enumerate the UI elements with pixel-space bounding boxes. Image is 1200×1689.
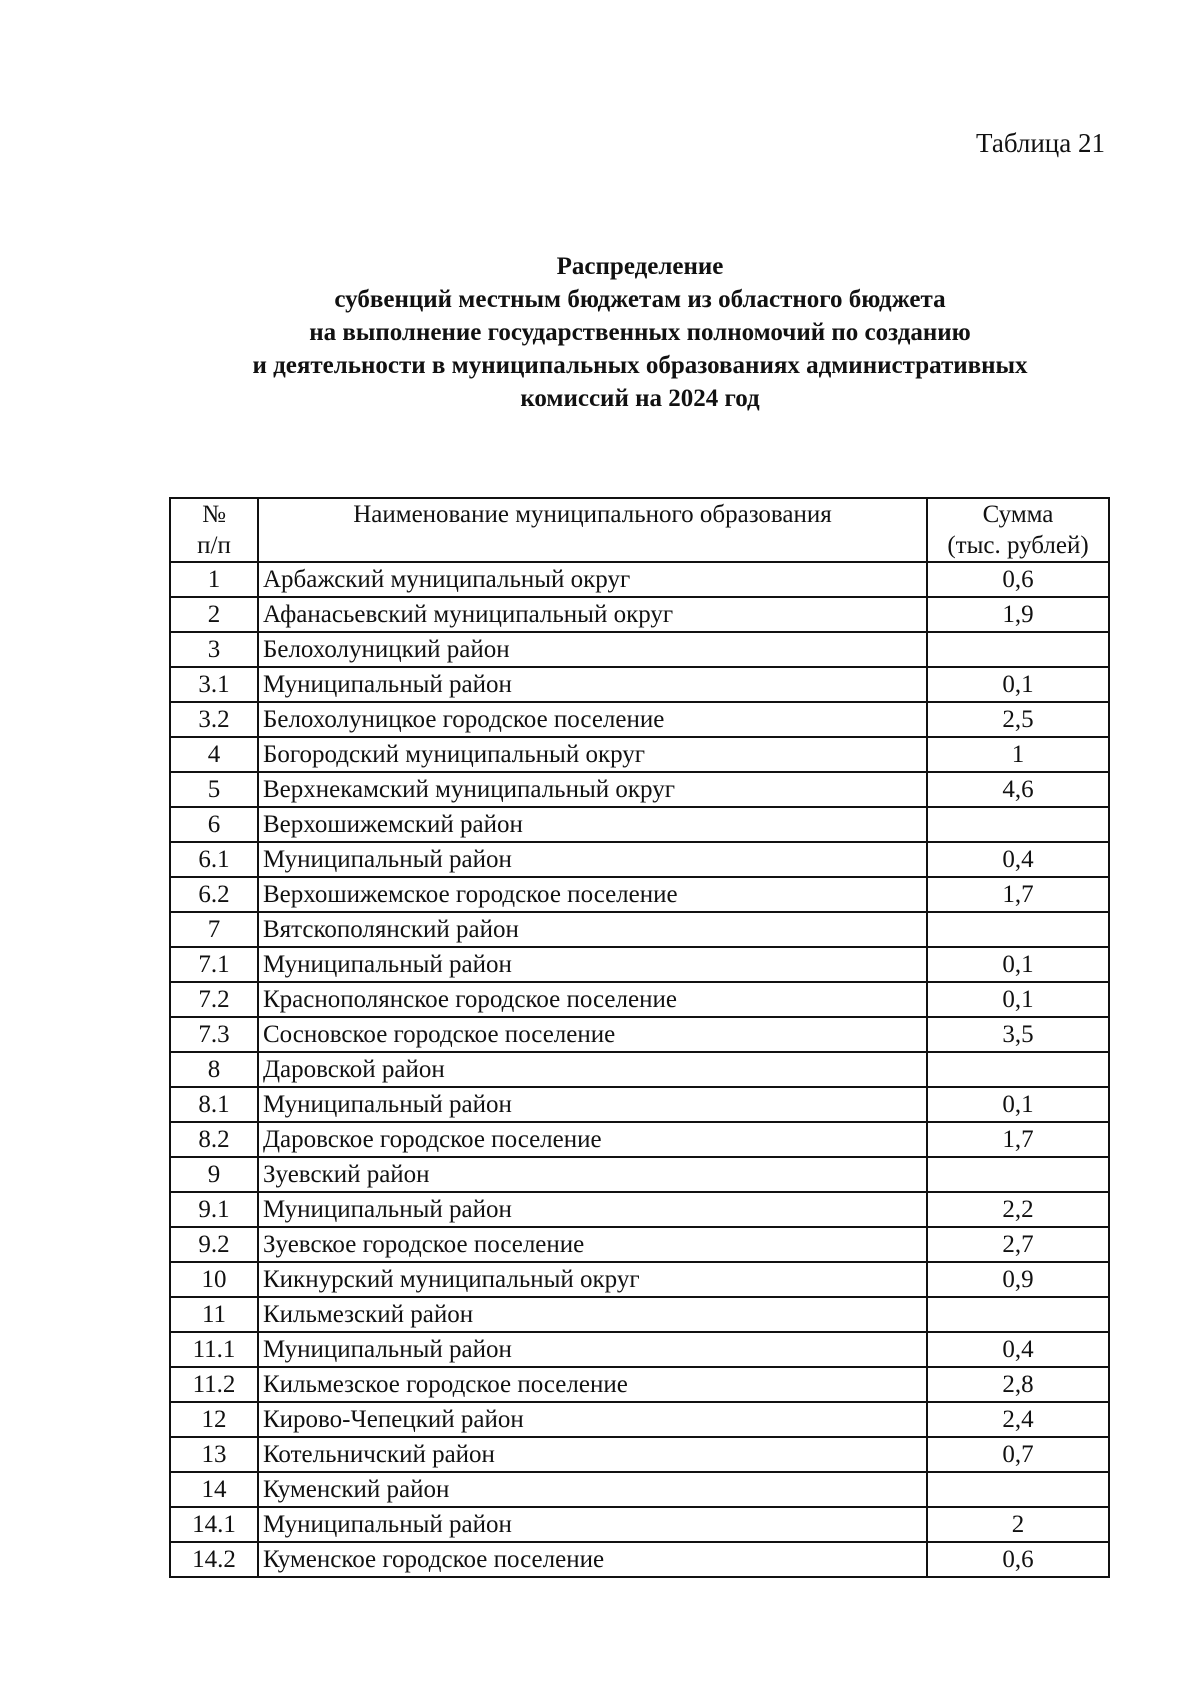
row-sum-cell xyxy=(927,807,1109,842)
title-line: комиссий на 2024 год xyxy=(520,385,760,412)
row-name-cell: Белохолуницкое городское поселение xyxy=(258,702,927,737)
row-number-cell: 7.1 xyxy=(170,947,258,982)
table-row xyxy=(170,842,1109,877)
row-number-cell: 12 xyxy=(170,1402,258,1437)
row-sum-cell: 0,6 xyxy=(927,562,1109,597)
table-row xyxy=(170,1437,1109,1472)
row-sum-cell: 2,5 xyxy=(927,702,1109,737)
table-row xyxy=(170,1157,1109,1192)
table-row xyxy=(170,912,1109,947)
row-number-cell: 14 xyxy=(170,1472,258,1507)
row-sum-cell: 2,4 xyxy=(927,1402,1109,1437)
table-row xyxy=(170,1472,1109,1507)
table-row xyxy=(170,1227,1109,1262)
row-name-cell: Муниципальный район xyxy=(258,1087,927,1122)
table-row xyxy=(170,597,1109,632)
row-name-cell: Вятскополянский район xyxy=(258,912,927,947)
row-sum-cell: 1 xyxy=(927,737,1109,772)
row-sum-cell: 0,1 xyxy=(927,667,1109,702)
document-title xyxy=(190,250,1090,415)
row-name-cell: Муниципальный район xyxy=(258,667,927,702)
row-name-cell: Верхошижемское городское поселение xyxy=(258,877,927,912)
title-line: на выполнение государственных полномочий по созданию xyxy=(309,319,971,346)
row-sum-cell: 1,7 xyxy=(927,877,1109,912)
header-sum-line1: Сумма xyxy=(982,501,1054,528)
header-name xyxy=(258,498,927,562)
table-row xyxy=(170,772,1109,807)
row-name-cell: Муниципальный район xyxy=(258,1192,927,1227)
header-number xyxy=(170,498,258,562)
row-number-cell: 2 xyxy=(170,597,258,632)
row-number-cell: 3.2 xyxy=(170,702,258,737)
table-row xyxy=(170,1542,1109,1577)
row-sum-cell xyxy=(927,1297,1109,1332)
table-row xyxy=(170,562,1109,597)
row-sum-cell: 2 xyxy=(927,1507,1109,1542)
row-sum-cell: 0,1 xyxy=(927,947,1109,982)
row-number-cell: 11 xyxy=(170,1297,258,1332)
row-sum-cell: 1,7 xyxy=(927,1122,1109,1157)
row-number-cell: 7.3 xyxy=(170,1017,258,1052)
header-sum-line2: (тыс. рублей) xyxy=(947,532,1089,559)
table-row xyxy=(170,1402,1109,1437)
row-name-cell: Куменский район xyxy=(258,1472,927,1507)
header-sum xyxy=(927,498,1109,562)
row-number-cell: 5 xyxy=(170,772,258,807)
row-number-cell: 9.1 xyxy=(170,1192,258,1227)
header-number-line2: п/п xyxy=(197,532,231,559)
table-row xyxy=(170,1087,1109,1122)
row-sum-cell: 0,7 xyxy=(927,1437,1109,1472)
row-sum-cell: 2,2 xyxy=(927,1192,1109,1227)
row-sum-cell: 3,5 xyxy=(927,1017,1109,1052)
row-sum-cell xyxy=(927,912,1109,947)
table-header-row xyxy=(170,498,1109,562)
row-sum-cell xyxy=(927,1052,1109,1087)
row-number-cell: 14.1 xyxy=(170,1507,258,1542)
row-number-cell: 4 xyxy=(170,737,258,772)
row-sum-cell xyxy=(927,1157,1109,1192)
table-row xyxy=(170,807,1109,842)
row-name-cell: Котельничский район xyxy=(258,1437,927,1472)
row-number-cell: 14.2 xyxy=(170,1542,258,1577)
table-row xyxy=(170,632,1109,667)
title-line: и деятельности в муниципальных образованиях административных xyxy=(252,352,1028,379)
row-name-cell: Даровское городское поселение xyxy=(258,1122,927,1157)
row-name-cell: Муниципальный район xyxy=(258,947,927,982)
row-sum-cell: 0,9 xyxy=(927,1262,1109,1297)
table-row xyxy=(170,667,1109,702)
table-row xyxy=(170,1367,1109,1402)
row-number-cell: 8.2 xyxy=(170,1122,258,1157)
row-sum-cell: 0,6 xyxy=(927,1542,1109,1577)
row-number-cell: 13 xyxy=(170,1437,258,1472)
row-sum-cell: 2,7 xyxy=(927,1227,1109,1262)
row-name-cell: Афанасьевский муниципальный округ xyxy=(258,597,927,632)
title-line: субвенций местным бюджетам из областного бюджета xyxy=(334,286,946,313)
header-number-line1: № xyxy=(202,501,226,528)
row-number-cell: 10 xyxy=(170,1262,258,1297)
row-sum-cell: 4,6 xyxy=(927,772,1109,807)
row-name-cell: Зуевское городское поселение xyxy=(258,1227,927,1262)
row-sum-cell: 0,4 xyxy=(927,1332,1109,1367)
row-name-cell: Муниципальный район xyxy=(258,842,927,877)
row-number-cell: 8.1 xyxy=(170,1087,258,1122)
row-number-cell: 11.1 xyxy=(170,1332,258,1367)
table-row xyxy=(170,1192,1109,1227)
row-number-cell: 9 xyxy=(170,1157,258,1192)
table-row xyxy=(170,1297,1109,1332)
row-number-cell: 3.1 xyxy=(170,667,258,702)
table-row xyxy=(170,1017,1109,1052)
row-sum-cell xyxy=(927,632,1109,667)
row-number-cell: 6.1 xyxy=(170,842,258,877)
table-row xyxy=(170,982,1109,1017)
row-name-cell: Кикнурский муниципальный округ xyxy=(258,1262,927,1297)
row-sum-cell: 1,9 xyxy=(927,597,1109,632)
row-name-cell: Муниципальный район xyxy=(258,1332,927,1367)
row-name-cell: Краснополянское городское поселение xyxy=(258,982,927,1017)
row-sum-cell: 2,8 xyxy=(927,1367,1109,1402)
title-line: Распределение xyxy=(556,253,724,280)
row-number-cell: 3 xyxy=(170,632,258,667)
row-name-cell: Богородский муниципальный округ xyxy=(258,737,927,772)
row-name-cell: Даровской район xyxy=(258,1052,927,1087)
row-name-cell: Зуевский район xyxy=(258,1157,927,1192)
table-row xyxy=(170,1122,1109,1157)
row-name-cell: Арбажский муниципальный округ xyxy=(258,562,927,597)
table-row xyxy=(170,1262,1109,1297)
table-row xyxy=(170,877,1109,912)
row-name-cell: Кильмезское городское поселение xyxy=(258,1367,927,1402)
row-name-cell: Белохолуницкий район xyxy=(258,632,927,667)
table-row xyxy=(170,947,1109,982)
header-name-text: Наименование муниципального образования xyxy=(353,501,832,528)
table-row xyxy=(170,1332,1109,1367)
row-sum-cell xyxy=(927,1472,1109,1507)
row-name-cell: Верхошижемский район xyxy=(258,807,927,842)
row-number-cell: 8 xyxy=(170,1052,258,1087)
table-body xyxy=(170,562,1109,1577)
row-name-cell: Муниципальный район xyxy=(258,1507,927,1542)
row-name-cell: Куменское городское поселение xyxy=(258,1542,927,1577)
table-row xyxy=(170,1052,1109,1087)
row-sum-cell: 0,4 xyxy=(927,842,1109,877)
row-number-cell: 9.2 xyxy=(170,1227,258,1262)
row-name-cell: Сосновское городское поселение xyxy=(258,1017,927,1052)
row-name-cell: Кильмезский район xyxy=(258,1297,927,1332)
row-number-cell: 7.2 xyxy=(170,982,258,1017)
row-name-cell: Верхнекамский муниципальный округ xyxy=(258,772,927,807)
table-row xyxy=(170,1507,1109,1542)
row-number-cell: 11.2 xyxy=(170,1367,258,1402)
table-number-label: Таблица 21 xyxy=(976,128,1105,158)
row-sum-cell: 0,1 xyxy=(927,982,1109,1017)
distribution-table xyxy=(169,497,1110,1578)
row-name-cell: Кирово-Чепецкий район xyxy=(258,1402,927,1437)
table-row xyxy=(170,737,1109,772)
row-number-cell: 6 xyxy=(170,807,258,842)
table-row xyxy=(170,702,1109,737)
row-number-cell: 7 xyxy=(170,912,258,947)
row-number-cell: 6.2 xyxy=(170,877,258,912)
row-sum-cell: 0,1 xyxy=(927,1087,1109,1122)
row-number-cell: 1 xyxy=(170,562,258,597)
